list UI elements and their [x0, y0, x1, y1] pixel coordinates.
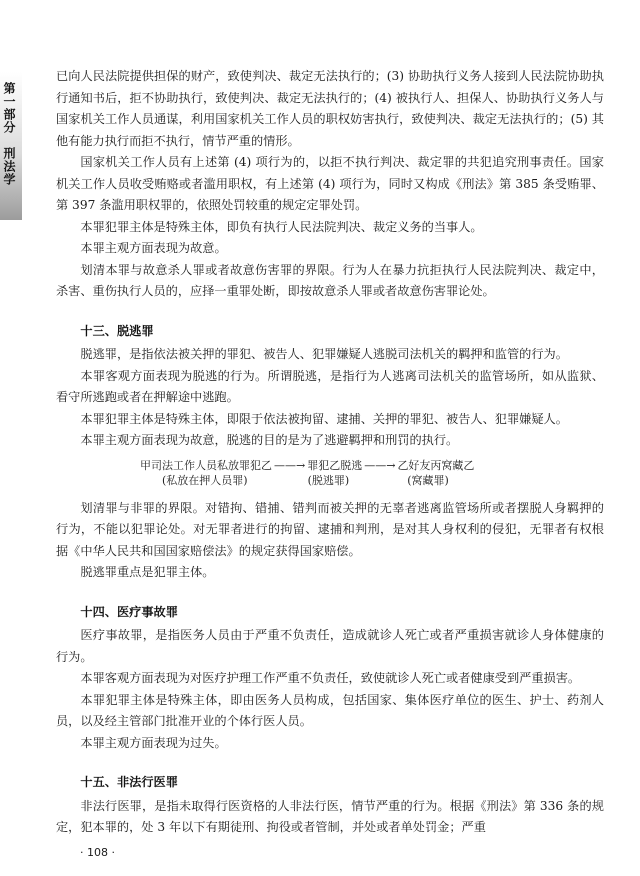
paragraph: 划清罪与非罪的界限。对错拘、错捕、错判而被关押的无辜者逃离监管场所或者摆脱人身羁押的行为，不能以犯罪论处。对无罪者进行的拘留、逮捕和判刑，是对其人身权利的侵犯，无罪者有权根据《中华人民共和国国家赔偿法》的规定获得国家赔偿。 — [56, 500, 604, 558]
paragraph: 本罪主观方面表现为故意，脱逃的目的是为了逃避羁押和刑罚的执行。 — [80, 433, 459, 447]
paragraph: 已向人民法院提供担保的财产，致使判决、裁定无法执行的；(3) 协助执行义务人接到人民法院协助执行通知书后，拒不协助执行，致使判决、裁定无法执行的；(4) 被执行人、担保人、协助执行义务人与国家机关工作人员通谋，利用国家机关工作人员的职权妨害执行，致使判决、裁定无法执行的；(5) 其他有能力执行而拒不执行，情节严重的情形。 — [56, 69, 604, 148]
paragraph: 本罪犯罪主体是特殊主体，即限于依法被拘留、逮捕、关押的罪犯、被告人、犯罪嫌疑人。 — [80, 411, 568, 426]
section-heading: 十五、非法行医罪 — [80, 775, 178, 789]
diagram-node-harbor: 乙好友丙窝藏乙 — [397, 458, 475, 472]
arrow-right-icon: ——→ — [274, 458, 306, 472]
paragraph: 本罪客观方面表现为对医疗护理工作严重不负责任，致使就诊人死亡或者健康受到严重损害。 — [80, 671, 581, 685]
diagram-main-row — [140, 458, 570, 473]
paragraph: 划清本罪与故意杀人罪或者故意伤害罪的界限。行为人在暴力抗拒执行人民法院判决、裁定中，杀害、重伤执行人员的，应择一重罪处断，即按故意杀人罪或者故意伤害罪论处。 — [56, 262, 604, 298]
paragraph: 本罪犯罪主体是特殊主体，即由医务人员构成，包括国家、集体医疗单位的医生、护士、药剂人员，以及经主管部门批准开业的个体行医人员。 — [56, 692, 604, 728]
page-content — [56, 66, 604, 839]
diagram-label-harbor: (窝藏罪) — [407, 473, 449, 487]
paragraph: 本罪犯罪主体是特殊主体，即负有执行人民法院判决、裁定义务的当事人。 — [80, 219, 483, 234]
diagram-node-release: 甲司法工作人员私放罪犯乙 — [140, 458, 272, 472]
paragraph: 脱逃罪重点是犯罪主体。 — [80, 565, 215, 579]
diagram-label-release: (私放在押人员罪) — [162, 473, 248, 487]
paragraph: 本罪主观方面表现为过失。 — [80, 735, 227, 750]
paragraph: 本罪客观方面表现为脱逃的行为。所谓脱逃，是指行为人逃离司法机关的监管场所，如从监狱、看守所逃跑或者在押解途中逃跑。 — [56, 368, 604, 404]
arrow-right-icon: ——→ — [364, 458, 396, 472]
page-number: · 108 · — [80, 846, 115, 859]
paragraph: 脱逃罪，是指依法被关押的罪犯、被告人、犯罪嫌疑人逃脱司法机关的羁押和监管的行为。 — [80, 347, 568, 361]
section-heading: 十四、医疗事故罪 — [80, 604, 178, 619]
diagram-node-escape: 罪犯乙脱逃 — [307, 458, 363, 472]
side-tab-label: 第一部分 刑法学 — [2, 82, 16, 186]
paragraph: 本罪主观方面表现为故意。 — [80, 241, 227, 255]
escape-flow-diagram — [140, 458, 570, 488]
diagram-sub-row — [140, 473, 570, 488]
diagram-label-escape: (脱逃罪) — [307, 473, 350, 487]
paragraph: 医疗事故罪，是指医务人员由于严重不负责任，造成就诊人死亡或者严重损害就诊人身体健康的行为。 — [56, 628, 604, 664]
paragraph: 国家机关工作人员有上述第 (4) 项行为的，以拒不执行判决、裁定罪的共犯追究刑事责任。国家机关工作人员收受贿赂或者滥用职权，有上述第 (4) 项行为，同时又构成《刑法》第 385 条受贿罪、第 397 条滥用职权罪的，依照处罚较重的规定定罪处罚。 — [56, 155, 604, 212]
paragraph: 非法行医罪，是指未取得行医资格的人非法行医，情节严重的行为。根据《刑法》第 336 条的规定，犯本罪的，处 3 年以下有期徒刑、拘役或者管制，并处或者单处罚金；严重 — [56, 798, 604, 834]
section-heading: 十三、脱逃罪 — [80, 323, 154, 338]
